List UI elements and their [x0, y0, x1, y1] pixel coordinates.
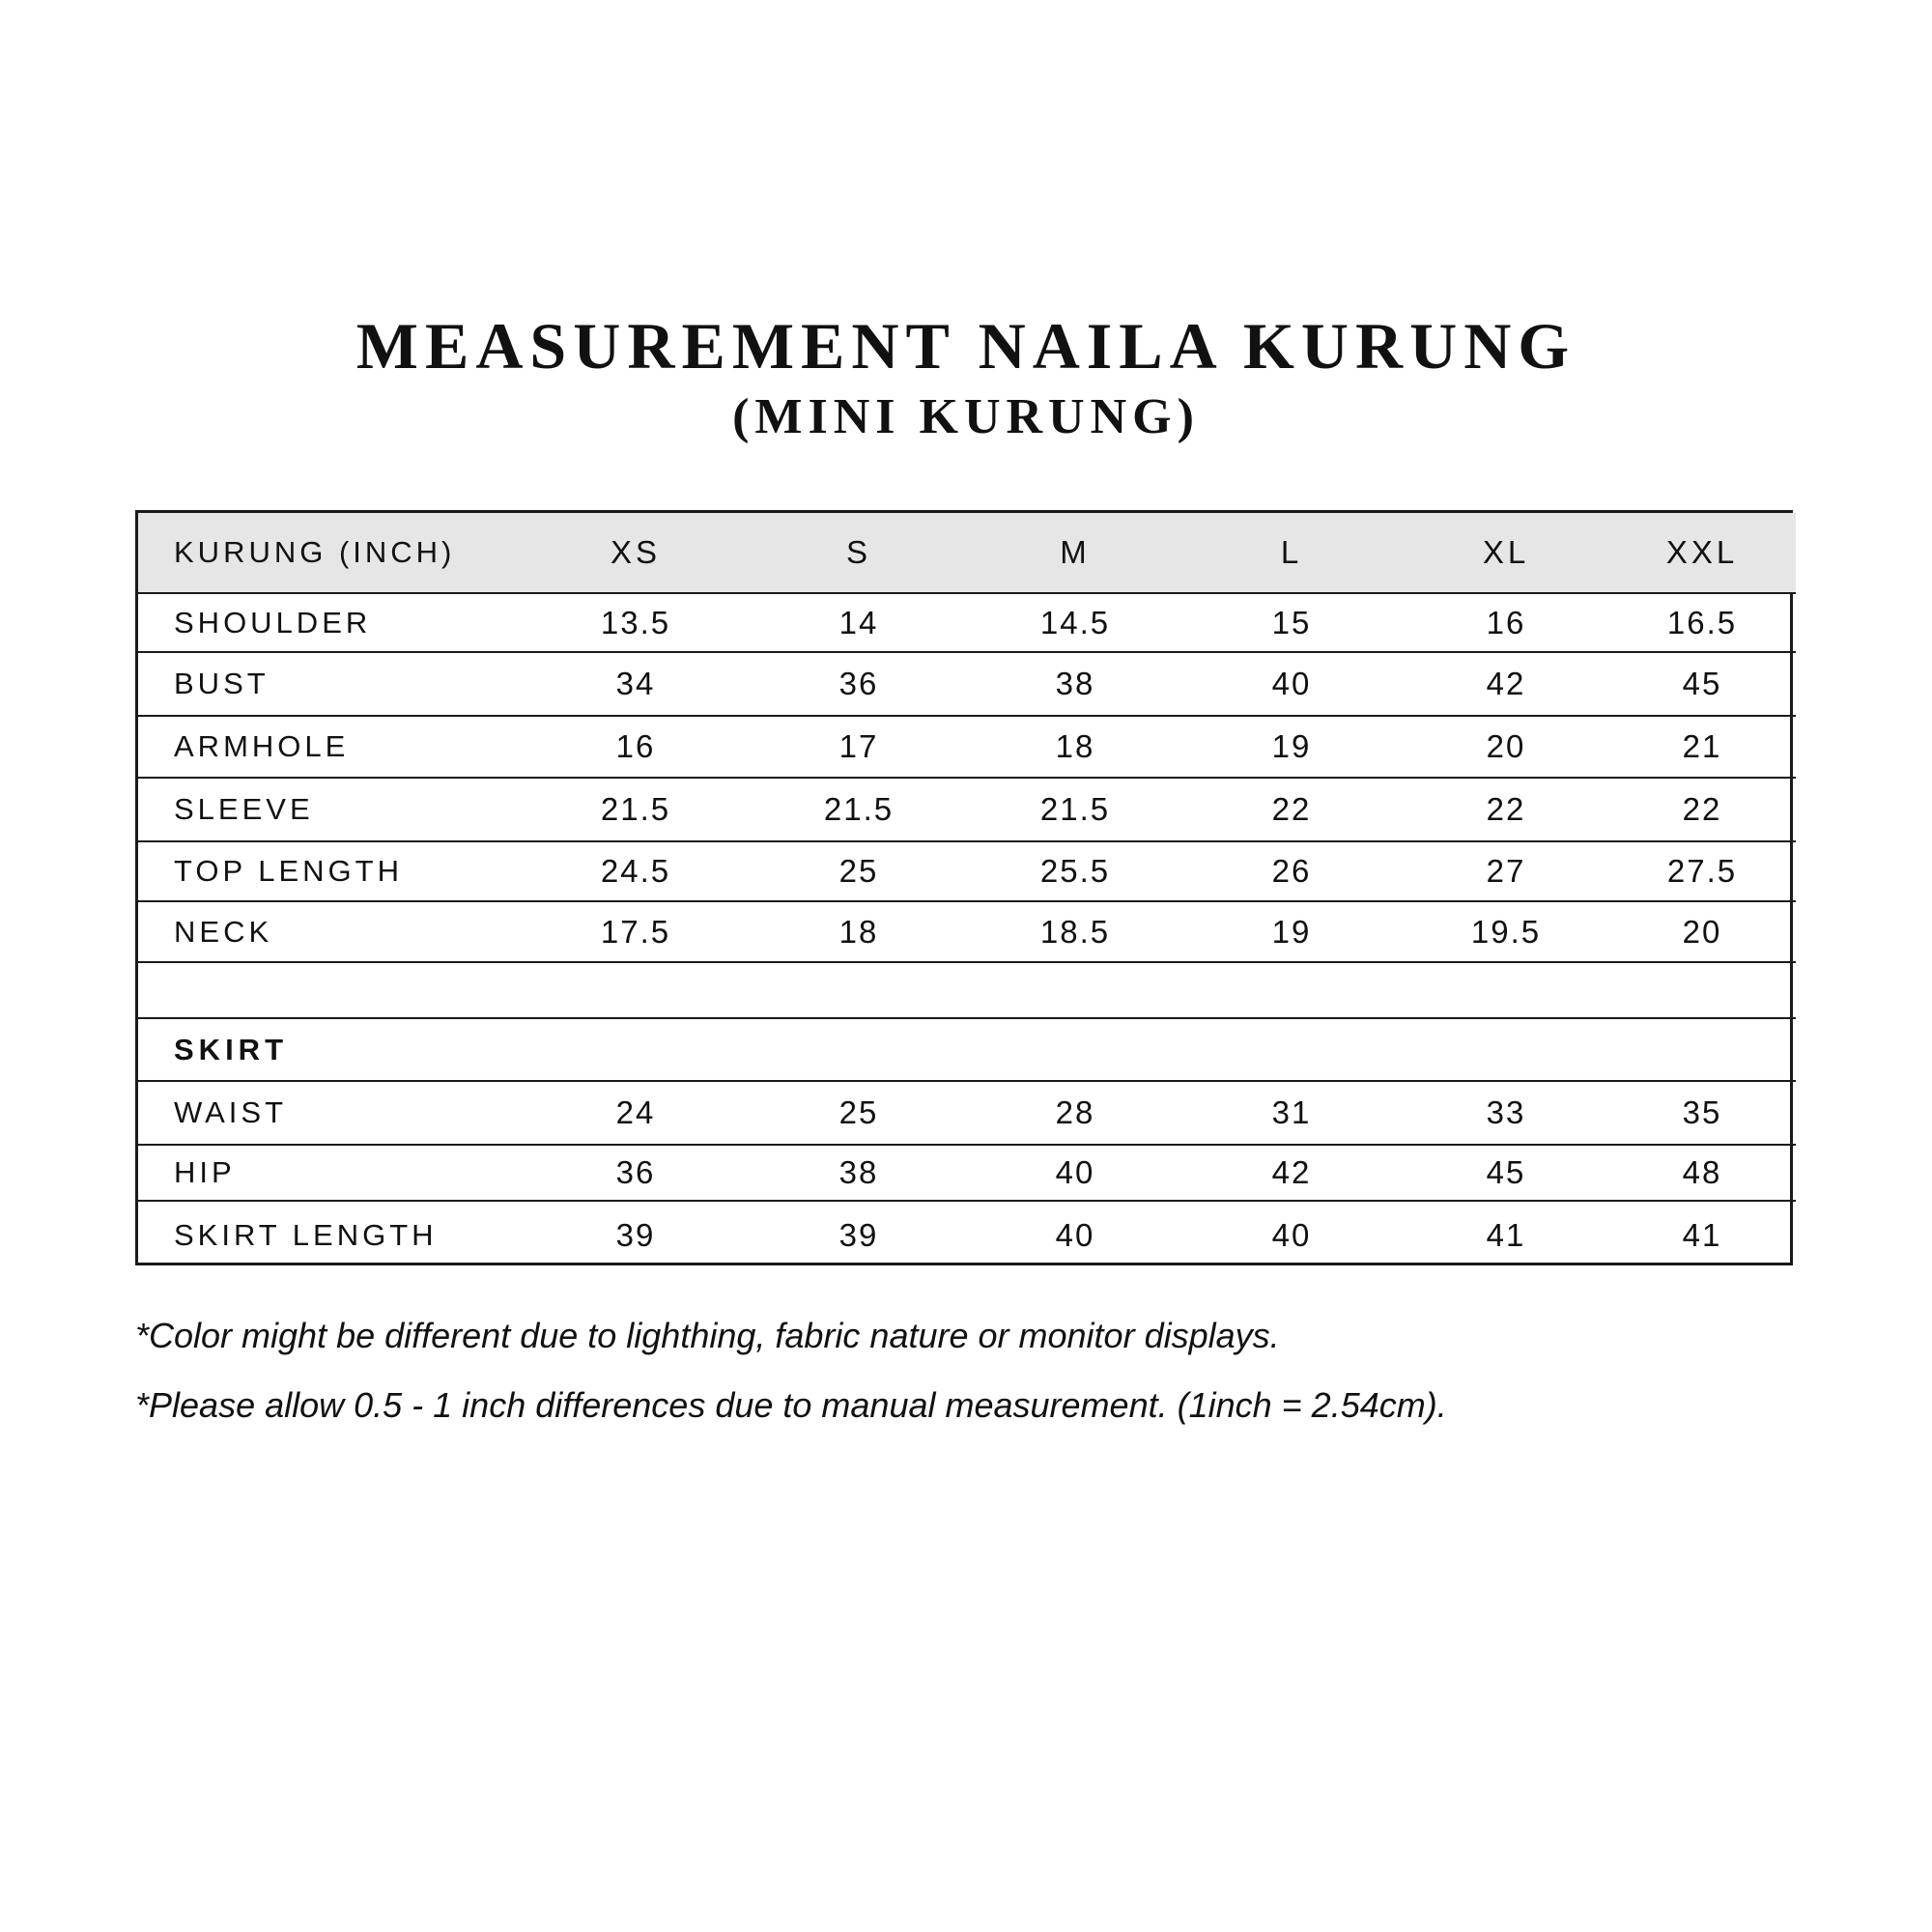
row-label: WAIST: [174, 1095, 288, 1129]
table-cell: 22: [1486, 791, 1526, 827]
table-row-shoulder: [138, 593, 1796, 652]
table-cell: 45: [1682, 666, 1722, 701]
table-header-label: KURUNG (INCH): [174, 535, 456, 569]
table-cell: 25.5: [1039, 853, 1111, 889]
table-cell: 42: [1271, 1154, 1312, 1190]
table-cell: 19: [1271, 728, 1312, 764]
table-cell: [1404, 1018, 1608, 1081]
table-cell: 41: [1486, 1216, 1526, 1253]
table-cell: [1179, 1018, 1404, 1081]
table-cell: 40: [1055, 1154, 1095, 1190]
table-cell: 27.5: [1666, 853, 1738, 889]
table-cell: 22: [1682, 791, 1722, 827]
page-subtitle: (MINI KURUNG): [732, 389, 1200, 444]
table-cell: 17: [838, 728, 879, 764]
table-cell: 26: [1271, 853, 1312, 889]
row-label: HIP: [174, 1155, 236, 1189]
table-cell: [525, 962, 747, 1018]
table-cell: 16: [1486, 604, 1526, 640]
table-row-armhole: [138, 716, 1796, 778]
size-header-s: S: [845, 534, 871, 570]
table-cell: 41: [1682, 1216, 1722, 1253]
table-cell: 19: [1271, 913, 1312, 950]
table-cell: 16.5: [1666, 604, 1738, 640]
table-row-bust: [138, 652, 1796, 716]
table-cell: 17.5: [600, 913, 671, 950]
row-label: SKIRT LENGTH: [174, 1217, 438, 1252]
row-label: SHOULDER: [174, 605, 372, 639]
row-label: SLEEVE: [174, 792, 314, 826]
size-header-xxl: XXL: [1665, 534, 1739, 570]
section-heading: SKIRT: [174, 1032, 288, 1066]
table-cell: [747, 1018, 971, 1081]
table-cell: 31: [1271, 1094, 1312, 1130]
table-cell: 36: [615, 1154, 656, 1190]
color-disclaimer-note: *Color might be different due to lighthing, fabric nature or monitor displays.: [135, 1316, 1280, 1355]
table-cell: 28: [1055, 1094, 1095, 1130]
table-cell: 40: [1055, 1216, 1095, 1253]
table-cell: 48: [1682, 1154, 1722, 1190]
table-row-spacer: [138, 962, 1796, 1018]
table-cell: 14: [838, 604, 879, 640]
measurement-tolerance-note: *Please allow 0.5 - 1 inch differences due to manual measurement. (1inch = 2.54cm).: [135, 1385, 1447, 1425]
table-cell: 14.5: [1039, 604, 1111, 640]
row-label: BUST: [174, 667, 270, 700]
row-label: [138, 962, 525, 1018]
footnotes: [135, 1314, 1835, 1453]
table-header-row: [138, 513, 1796, 593]
table-cell: [971, 962, 1179, 1018]
table-cell: 38: [838, 1154, 879, 1190]
table-cell: 22: [1271, 791, 1312, 827]
table-cell: 13.5: [600, 604, 671, 640]
table-cell: 18: [838, 913, 879, 950]
size-chart-table: [135, 510, 1793, 1265]
table-cell: 16: [615, 728, 656, 764]
table-row-skirt-length: [138, 1201, 1796, 1268]
table-cell: 20: [1682, 913, 1722, 950]
table-cell: 38: [1055, 666, 1095, 701]
size-header-l: L: [1280, 534, 1303, 570]
table-cell: 21.5: [600, 791, 671, 827]
table-cell: 25: [838, 1094, 879, 1130]
table-cell: 42: [1486, 666, 1526, 701]
table-cell: 20: [1486, 728, 1526, 764]
table-cell: [971, 1018, 1179, 1081]
table-cell: 15: [1271, 604, 1312, 640]
table-cell: [747, 962, 971, 1018]
table-cell: 34: [615, 666, 656, 701]
table-cell: 33: [1486, 1094, 1526, 1130]
table-row-neck: [138, 901, 1796, 962]
table-cell: 35: [1682, 1094, 1722, 1130]
table-cell: 45: [1486, 1154, 1526, 1190]
table-cell: 21.5: [823, 791, 895, 827]
table-row-waist: [138, 1081, 1796, 1145]
table-cell: 19.5: [1470, 913, 1542, 950]
table-cell: [1608, 962, 1796, 1018]
table-row-top-length: [138, 841, 1796, 901]
row-label: ARMHOLE: [174, 729, 350, 763]
table-cell: 18: [1055, 728, 1095, 764]
table-cell: 25: [838, 853, 879, 889]
table-cell: 40: [1271, 1216, 1312, 1253]
table-cell: 18.5: [1039, 913, 1111, 950]
page-title: MEASUREMENT NAILA KURUNG: [355, 309, 1577, 383]
table-cell: 39: [838, 1216, 879, 1253]
size-header-xl: XL: [1482, 534, 1530, 570]
table-cell: 36: [838, 666, 879, 701]
table-cell: [525, 1018, 747, 1081]
size-header-xs: XS: [610, 534, 662, 570]
table-cell: 27: [1486, 853, 1526, 889]
table-row-hip: [138, 1145, 1796, 1201]
table-cell: 24: [615, 1094, 656, 1130]
row-label: TOP LENGTH: [174, 854, 403, 888]
table-cell: [1404, 962, 1608, 1018]
row-label: NECK: [174, 914, 273, 949]
table-cell: 21: [1682, 728, 1722, 764]
table-section-skirt: [138, 1018, 1796, 1081]
table-cell: 39: [615, 1216, 656, 1253]
table-cell: [1179, 962, 1404, 1018]
table-cell: 21.5: [1039, 791, 1111, 827]
size-header-m: M: [1060, 534, 1091, 570]
table-cell: [1608, 1018, 1796, 1081]
table-cell: 40: [1271, 666, 1312, 701]
table-cell: 24.5: [600, 853, 671, 889]
table-row-sleeve: [138, 778, 1796, 841]
